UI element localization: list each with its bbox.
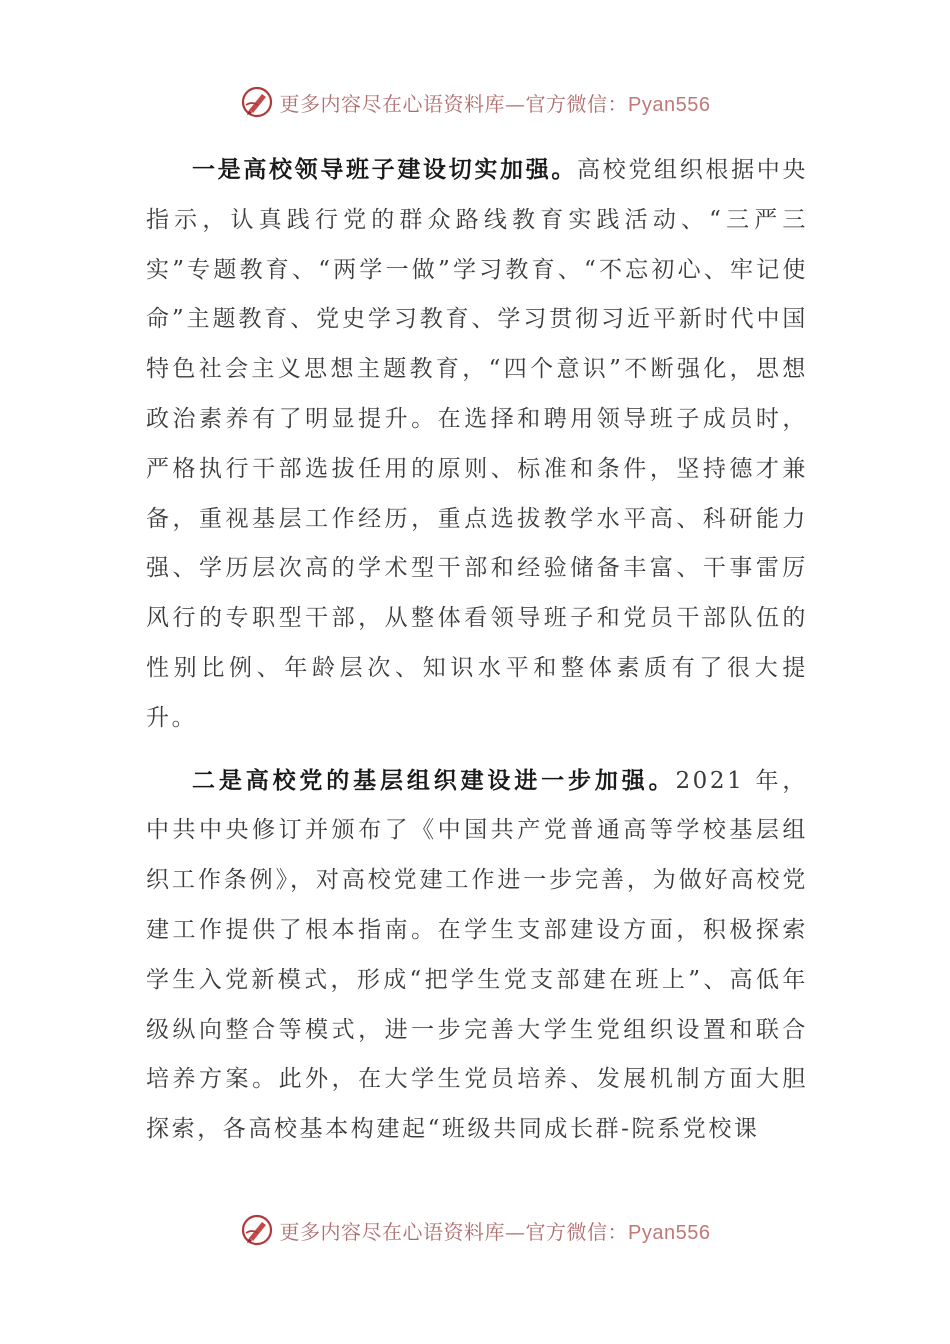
paragraph-1-lead: 一是高校领导班子建设切实加强。	[192, 156, 578, 183]
watermark-wechat-id: Pyan556	[628, 93, 711, 116]
pen-logo-icon	[240, 1213, 274, 1247]
paragraph-2-lead: 二是高校党的基层组织建设进一步加强。	[192, 766, 676, 794]
header-watermark	[0, 82, 950, 122]
paragraph-1-body: 高校党组织根据中央指示，认真践行党的群众路线教育实践活动、“三严三实”专题教育、“两学一做”学习教育、“不忘初心、牢记使命”主题教育、党史学习教育、学习贯彻习近平新时代中国特色社会主义思想主题教育，“四个意识”不断强化，思想政治素养有了明显提升。在选择和聘用领导班子成员时，严格执行干部选拔任用的原则、标准和条件，坚持德才兼备，重视基层工作经历，重点选拔教学水平高、科研能力强、学历层次高的学术型干部和经验储备丰富、干事雷厉风行的专职型干部，从整体看领导班子和党员干部队伍的性别比例、年龄层次、知识水平和整体素质有了很大提升。	[146, 157, 809, 731]
watermark-label: 更多内容尽在心语资料库—官方微信：	[279, 91, 629, 116]
watermark-text	[280, 1216, 711, 1245]
watermark-wechat-id: Pyan556	[628, 1221, 711, 1244]
paragraph-2-body: 2021 年，中共中央修订并颁布了《中国共产党普通高等学校基层组织工作条例》，对高校党建工作进一步完善，为做好高校党建工作提供了根本指南。在学生支部建设方面，积极探索学生入党新模式，形成“把学生党支部建在班上”、高低年级纵向整合等模式，进一步完善大学生党组织设置和联合培养方案。此外，在大学生党员培养、发展机制方面大胆探索，各高校基本构建起“班级共同成长群-院系党校课	[146, 767, 808, 1143]
paragraph-1	[146, 145, 808, 744]
footer-watermark	[0, 1210, 950, 1250]
pen-logo-icon	[240, 85, 274, 119]
watermark-text	[280, 88, 711, 117]
document-body	[146, 145, 808, 1155]
paragraph-2	[146, 756, 808, 1155]
watermark-label: 更多内容尽在心语资料库—官方微信：	[279, 1219, 629, 1244]
